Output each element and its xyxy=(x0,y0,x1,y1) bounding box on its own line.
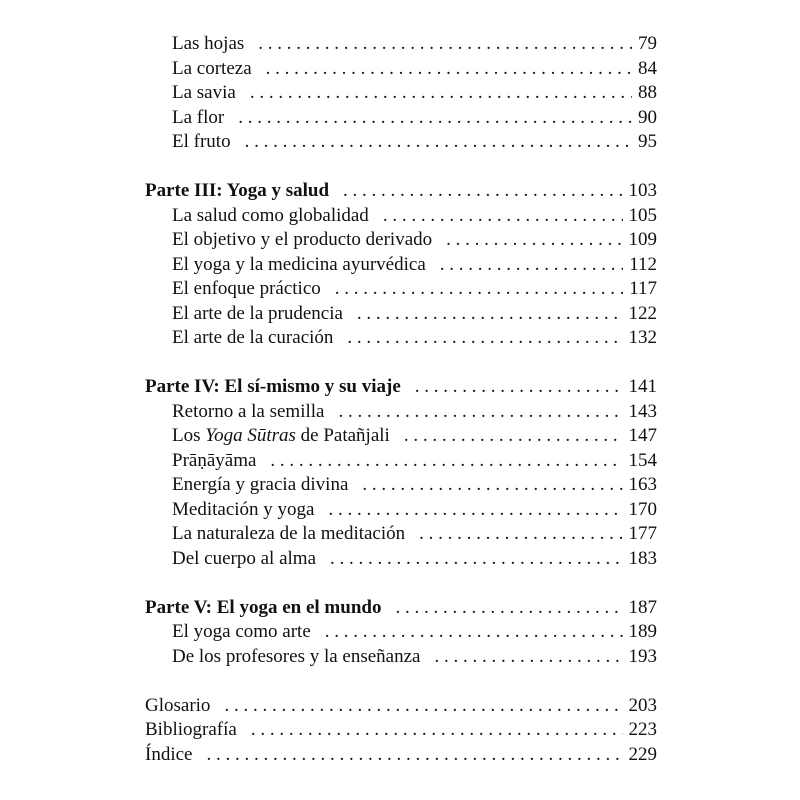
toc-entry-title: El objetivo y el producto derivado xyxy=(172,229,433,250)
toc-entry-title: Índice xyxy=(145,743,193,765)
dot-leader xyxy=(362,473,622,498)
toc-entry-title: Meditación y yoga xyxy=(172,498,315,520)
dot-leader xyxy=(224,694,622,719)
toc-entry-la-corteza xyxy=(145,57,657,82)
toc-entry-title: El fruto xyxy=(172,131,231,152)
toc-entry-title: La naturaleza de la meditación xyxy=(172,523,406,544)
toc-entry xyxy=(145,522,657,547)
dot-leader xyxy=(383,204,623,229)
toc-entry-title: Prāṇāyāma xyxy=(172,449,257,471)
toc-entry-title: El yoga y la medicina ayurvédica xyxy=(172,253,426,275)
toc-entry-title: El arte de la curación xyxy=(172,327,334,348)
toc-entry-title: La savia xyxy=(172,82,236,103)
toc-entry-title: Energía y gracia divina xyxy=(172,474,349,495)
toc-entry xyxy=(145,473,657,498)
dot-leader xyxy=(343,179,622,204)
dot-leader xyxy=(446,228,622,253)
dot-leader xyxy=(415,375,623,400)
dot-leader xyxy=(270,449,622,474)
toc-entry-title: El enfoque práctico xyxy=(172,278,321,299)
toc-entry xyxy=(145,228,657,253)
toc-entry xyxy=(145,277,657,302)
toc-entry-page: 122 xyxy=(628,302,657,324)
dot-leader xyxy=(419,522,622,547)
dot-leader xyxy=(440,253,623,278)
toc-entry-page: 132 xyxy=(628,327,657,348)
part-page: 141 xyxy=(628,376,657,397)
toc-entry xyxy=(145,449,657,474)
dot-leader xyxy=(395,596,622,621)
toc-entry xyxy=(145,326,657,351)
toc-entry-page: 143 xyxy=(628,400,657,422)
dot-leader xyxy=(206,743,622,768)
toc-entry-la-flor xyxy=(145,106,657,131)
dot-leader xyxy=(434,645,622,670)
toc-entry-page: 154 xyxy=(628,449,657,471)
toc-back-matter-entry xyxy=(145,694,657,719)
toc-entry-page: 189 xyxy=(628,621,657,642)
dot-leader xyxy=(251,718,623,743)
table-of-contents xyxy=(145,32,657,767)
toc-entry-page: 223 xyxy=(628,719,657,740)
toc-entry xyxy=(145,620,657,645)
title-suffix: de Patañjali xyxy=(295,425,390,446)
toc-entry-page: 163 xyxy=(628,474,657,495)
toc-entry-page: 95 xyxy=(638,131,657,152)
toc-entry xyxy=(145,253,657,278)
toc-entry-title: La flor xyxy=(172,106,225,128)
toc-entry-page: 229 xyxy=(628,743,657,765)
dot-leader xyxy=(338,400,622,425)
toc-entry-page: 183 xyxy=(628,547,657,569)
toc-entry-title xyxy=(172,424,390,449)
toc-entry xyxy=(145,400,657,425)
toc-entry-page: 109 xyxy=(628,229,657,250)
toc-entry xyxy=(145,498,657,523)
toc-entry-page: 105 xyxy=(628,204,657,226)
title-italic: Yoga Sūtras xyxy=(205,425,296,446)
toc-entry xyxy=(145,547,657,572)
dot-leader xyxy=(328,498,622,523)
part-page: 187 xyxy=(628,596,657,618)
dot-leader xyxy=(347,326,622,351)
part-title: Parte V: El yoga en el mundo xyxy=(145,596,382,618)
dot-leader xyxy=(325,620,623,645)
part-page: 103 xyxy=(628,180,657,201)
toc-entry-la-savia xyxy=(145,81,657,106)
toc-entry-title: El yoga como arte xyxy=(172,621,311,642)
toc-part-heading xyxy=(145,375,657,400)
dot-leader xyxy=(258,32,632,57)
toc-entry-title: Bibliografía xyxy=(145,719,237,740)
dot-leader xyxy=(245,130,632,155)
toc-entry-el-fruto xyxy=(145,130,657,155)
toc-entry-title: Glosario xyxy=(145,694,211,716)
toc-entry-page: 90 xyxy=(638,106,657,128)
dot-leader xyxy=(330,547,622,572)
toc-entry-page: 170 xyxy=(628,498,657,520)
toc-entry-title: De los profesores y la enseñanza xyxy=(172,645,421,667)
toc-entry-title: La salud como globalidad xyxy=(172,204,369,226)
toc-entry xyxy=(145,204,657,229)
toc-entry xyxy=(145,645,657,670)
toc-entry-title: La corteza xyxy=(172,57,252,79)
toc-entry-page: 203 xyxy=(628,694,657,716)
dot-leader xyxy=(404,424,623,449)
toc-entry-page: 88 xyxy=(638,82,657,103)
toc-entry-page: 193 xyxy=(628,645,657,667)
toc-entry-las-hojas xyxy=(145,32,657,57)
toc-entry-page: 112 xyxy=(629,253,657,275)
part-title: Parte III: Yoga y salud xyxy=(145,180,330,201)
dot-leader xyxy=(250,81,632,106)
toc-back-matter-entry xyxy=(145,718,657,743)
toc-entry-page: 117 xyxy=(629,278,657,299)
toc-entry-page: 147 xyxy=(628,425,657,446)
toc-entry-title: Las hojas xyxy=(172,33,245,54)
toc-part-heading xyxy=(145,596,657,621)
toc-back-matter-entry xyxy=(145,743,657,768)
part-title: Parte IV: El sí-mismo y su viaje xyxy=(145,376,401,397)
toc-entry-title: Del cuerpo al alma xyxy=(172,547,317,569)
dot-leader xyxy=(335,277,623,302)
dot-leader xyxy=(266,57,632,82)
toc-entry xyxy=(145,302,657,327)
title-prefix: Los xyxy=(172,425,206,446)
toc-entry-title: Retorno a la semilla xyxy=(172,400,325,422)
dot-leader xyxy=(357,302,623,327)
toc-entry-page: 177 xyxy=(628,523,657,544)
toc-entry-page: 79 xyxy=(638,33,657,54)
dot-leader xyxy=(238,106,632,131)
toc-entry-page: 84 xyxy=(638,57,657,79)
toc-entry-title: El arte de la prudencia xyxy=(172,302,343,324)
toc-part-heading xyxy=(145,179,657,204)
toc-entry xyxy=(145,424,657,449)
